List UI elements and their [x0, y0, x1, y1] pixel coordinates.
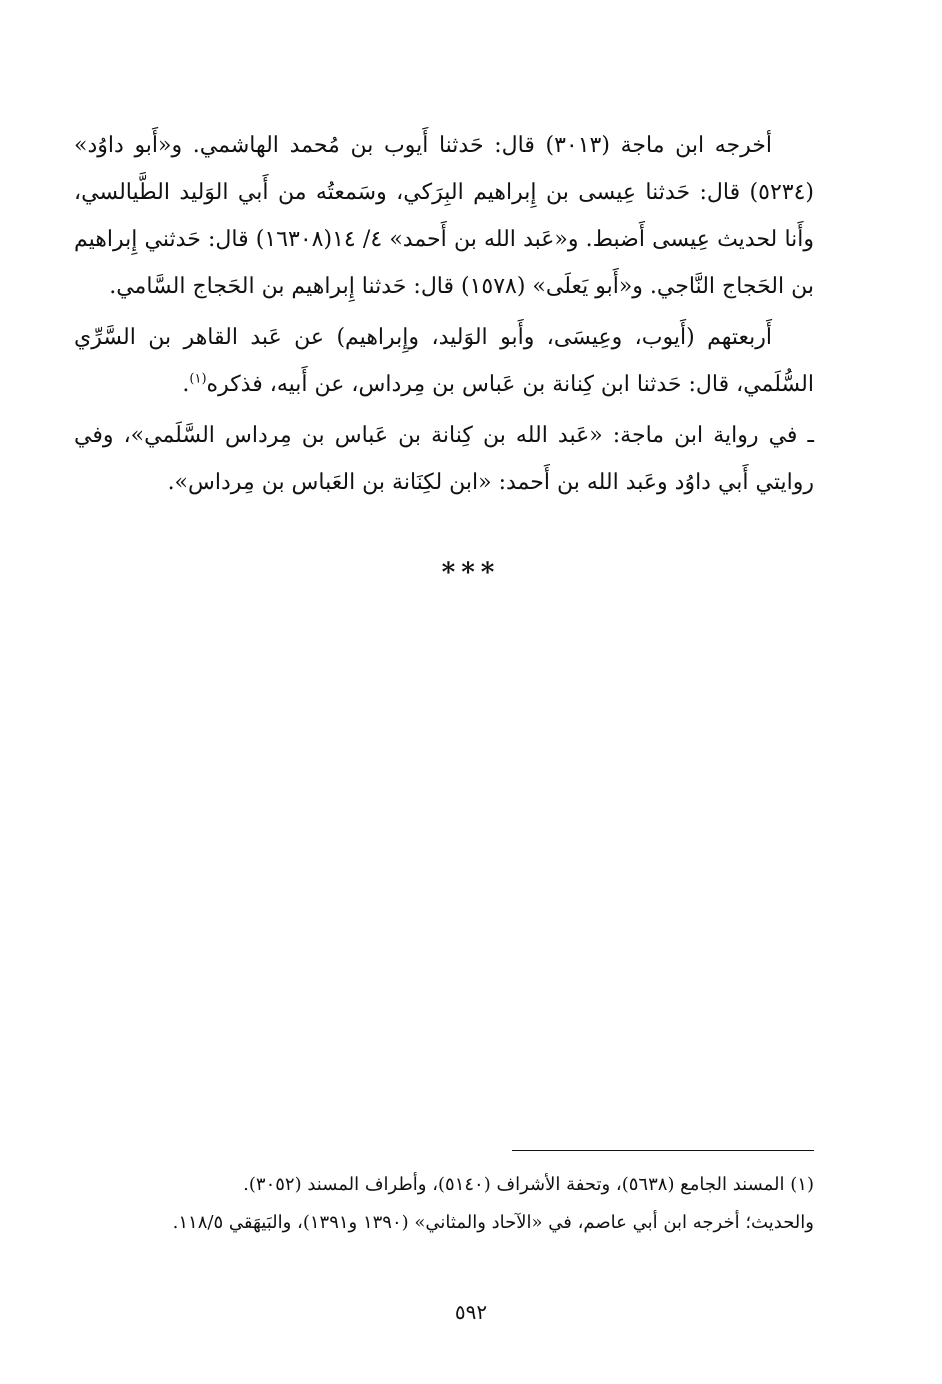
footnote-divider	[512, 1150, 814, 1151]
paragraph-chain-end: .	[182, 372, 190, 397]
paragraph-variant: ـ في رواية ابن ماجة: «عَبد الله بن كِنانة بن عَباس بن مِرداس السَّلَمي»، وفي روايتي أَبي داوُد وعَبد الله بن أَحمد: «ابن لكِنَانة بن العَباس بن مِرداس».	[74, 423, 814, 495]
footnote-1-continuation: والحديث؛ أخرجه ابن أبي عاصم، في «الآحاد والمثاني» (١٣٩٠ و١٣٩١)، والبَيهَقي ١١٨/٥.	[172, 1212, 814, 1233]
footnote-1: (١) المسند الجامع (٥٦٣٨)، وتحفة الأشراف (٥١٤٠)، وأطراف المسند (٣٠٥٢).	[243, 1174, 814, 1195]
section-separator: ***	[441, 558, 501, 588]
paragraph-chain	[74, 314, 814, 408]
paragraph-chain-text: أَربعتهم (أَيوب، وعِيسَى، وأَبو الوَليد، وإِبراهيم) عن عَبد القاهر بن السَّرِّي السُّلَمي، قال: حَدثنا ابن كِنانة بن عَباس بن مِرداس، عن أَبيه، فذكره	[74, 325, 814, 397]
paragraph-takhrij: أخرجه ابن ماجة (٣٠١٣) قال: حَدثنا أَيوب بن مُحمد الهاشمي. و«أَبو داوُد» (٥٢٣٤) قال: حَدثنا عِيسى بن إِبراهيم البِرَكي، وسَمعتُه من أَبي الوَليد الطَّيالسي، وأَنا لحديث عِيسى أَضبط. و«عَبد الله بن أَحمد» ٤/ ١٤(١٦٣٠٨) قال: حَدثني إِبراهيم بن الحَجاج النَّاجي. و«أَبو يَعلَى» (١٥٧٨) قال: حَدثنا إِبراهيم بن الحَجاج السَّامي.	[74, 133, 815, 299]
page-number: ٥٩٢	[454, 1300, 488, 1324]
footnotes	[76, 1166, 814, 1242]
footnote-ref[interactable]: (١)	[189, 371, 207, 387]
main-text	[74, 122, 814, 510]
